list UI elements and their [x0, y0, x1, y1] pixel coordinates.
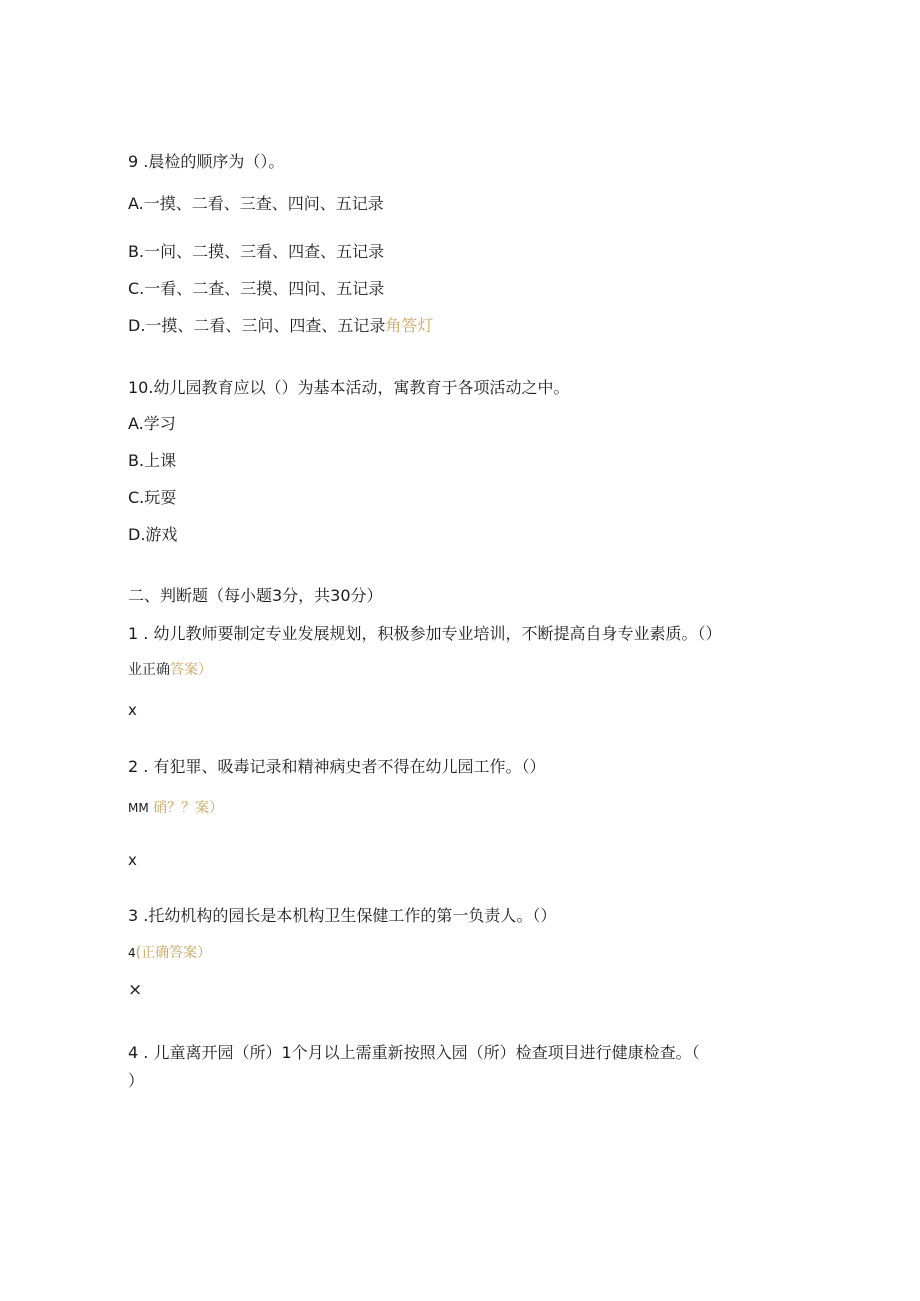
question-9-option-b: B.一问、二摸、三看、四查、五记录: [128, 242, 385, 261]
question-9-option-d: [128, 316, 433, 336]
tf-question-1-stem: 1 . 幼儿教师要制定专业发展规划，积极参加专业培训，不断提高自身专业素质。（）: [128, 624, 722, 643]
question-9-option-a: A.一摸、二看、三查、四问、五记录: [128, 194, 384, 213]
tf-question-4-stem-line-1: 4 . 儿童离开园（所）1个月以上需重新按照入园（所）检查项目进行健康检查。（: [128, 1043, 700, 1062]
tf-question-4-stem-line-2: ）: [128, 1071, 145, 1090]
section-2-heading: 二、判断题（每小题3分，共30分）: [128, 586, 383, 605]
tf-question-2-mark: x: [128, 851, 137, 869]
tf-question-3-answer: [128, 943, 211, 963]
tf-question-1-answer-suffix: 答案）: [170, 662, 212, 678]
tf-question-3-answer-prefix: 4: [128, 946, 136, 960]
question-10-stem: 10.幼儿园教育应以（）为基本活动，寓教育于各项活动之中。: [128, 378, 570, 397]
tf-question-3-stem: 3 .托幼机构的园长是本机构卫生保健工作的第一负责人。（）: [128, 906, 557, 925]
tf-question-1-answer: [128, 660, 212, 680]
question-9-answer-hint: 角答灯: [385, 316, 434, 335]
question-9-option-c: C.一看、二查、三摸、四问、五记录: [128, 279, 385, 298]
question-10-option-a: A.学习: [128, 414, 176, 433]
tf-question-2-stem: 2 . 有犯罪、吸毒记录和精神病史者不得在幼儿园工作。（）: [128, 757, 546, 776]
tf-question-2-answer-suffix: 硝？？案）: [153, 800, 224, 816]
question-9-option-d-text: D.一摸、二看、三问、四查、五记录: [128, 316, 386, 335]
tf-question-3-mark: ×: [128, 980, 143, 1000]
tf-question-2-answer: [128, 798, 223, 818]
question-10-option-c: C.玩耍: [128, 488, 177, 507]
question-10-option-b: B.上课: [128, 451, 177, 470]
tf-question-2-answer-prefix: MM: [128, 801, 149, 815]
question-10-option-d: D.游戏: [128, 525, 178, 544]
question-9-stem: 9 .晨检的顺序为（）。: [128, 152, 285, 171]
tf-question-1-answer-prefix: 业正确: [128, 662, 170, 678]
tf-question-3-answer-suffix: (正确答案）: [135, 945, 212, 961]
tf-question-1-mark: x: [128, 701, 137, 719]
